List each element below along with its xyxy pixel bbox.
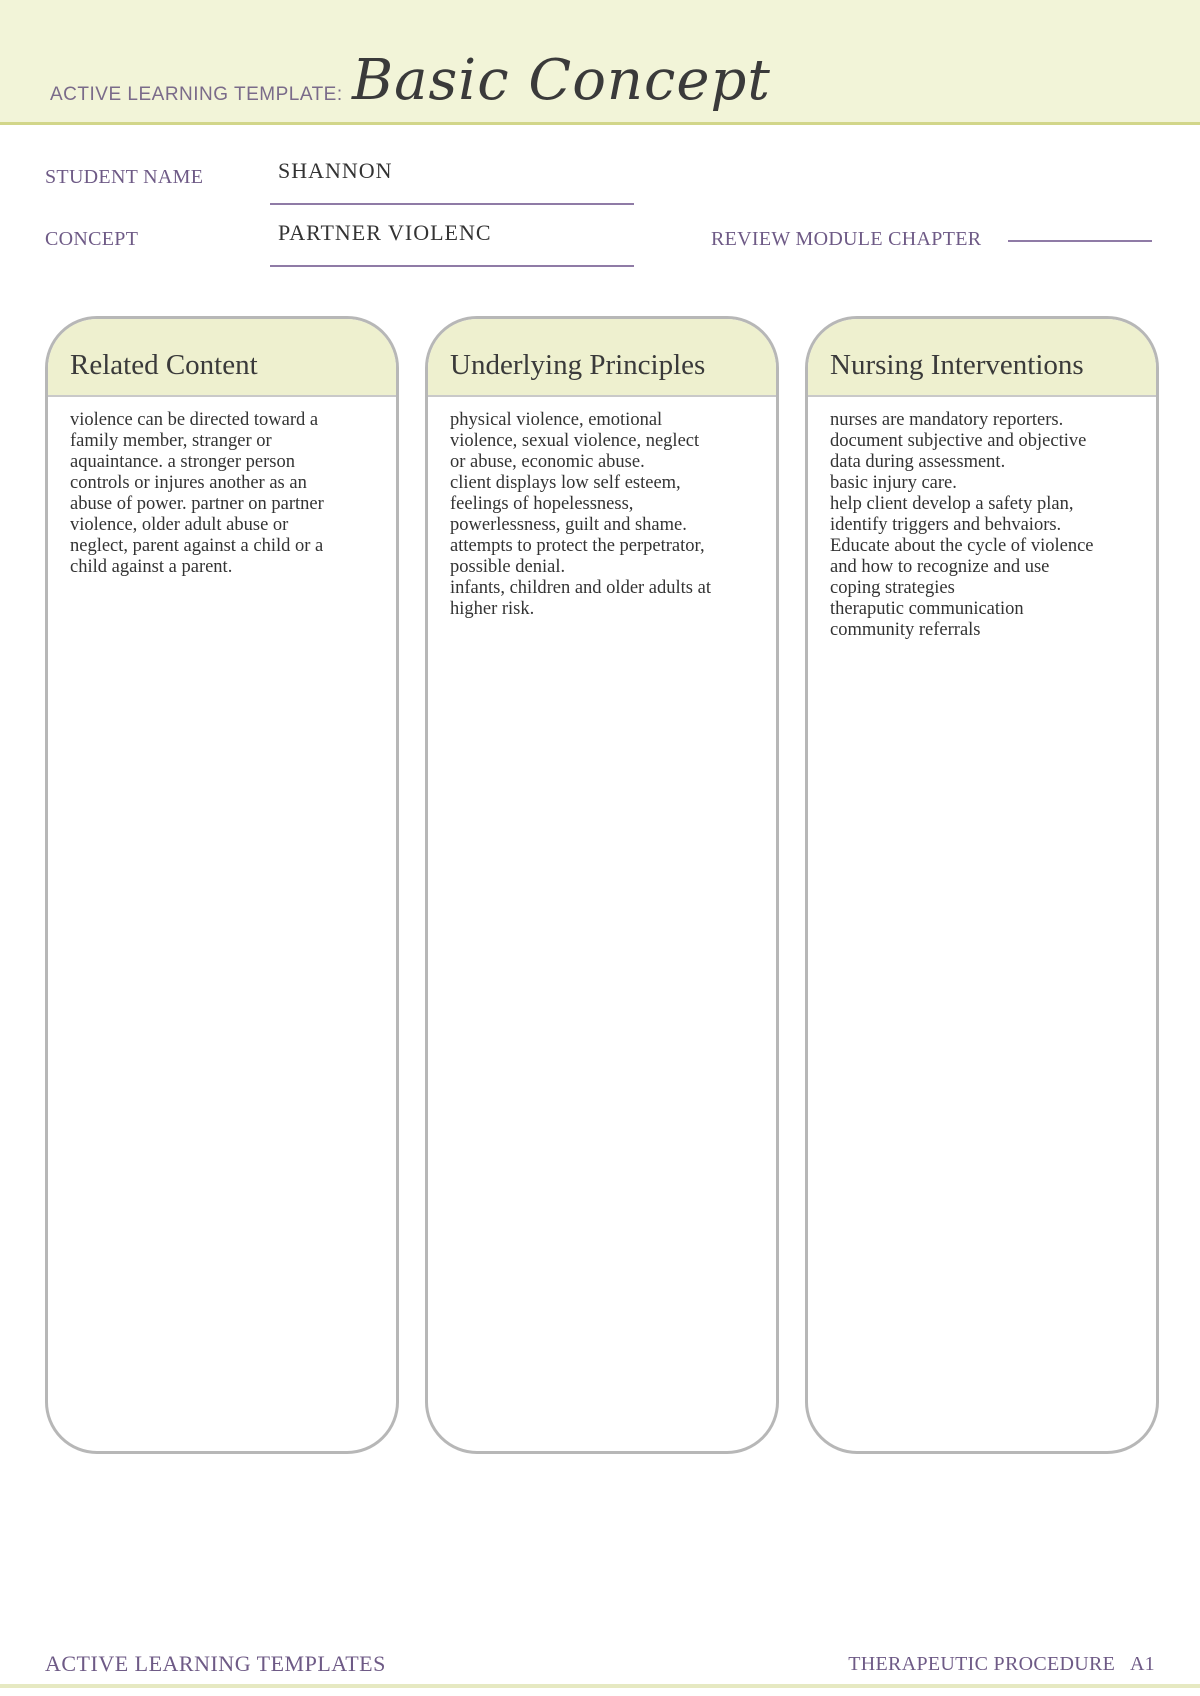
- footer-left-text: ACTIVE LEARNING TEMPLATES: [45, 1651, 386, 1676]
- text-line: neglect, parent against a child or a: [70, 536, 324, 556]
- text-line: basic injury care.: [830, 473, 957, 493]
- text-line: controls or injures another as an: [70, 473, 307, 493]
- text-line: infants, children and older adults at: [450, 578, 711, 598]
- text-line: higher risk.: [450, 599, 535, 619]
- nursing-interventions-card: [805, 316, 1159, 1454]
- text-line: feelings of hopelessness,: [450, 494, 634, 514]
- text-line: violence, older adult abuse or: [70, 515, 289, 535]
- review-module-underline: [1008, 240, 1152, 242]
- text-line: coping strategies: [830, 578, 955, 598]
- review-module-label: REVIEW MODULE CHAPTER: [711, 228, 982, 250]
- underlying-principles-title: Underlying Principles: [450, 349, 706, 381]
- underlying-principles-header: [428, 319, 776, 397]
- text-line: nurses are mandatory reporters.: [830, 410, 1064, 430]
- text-line: identify triggers and behvaiors.: [830, 515, 1062, 535]
- text-line: community referrals: [830, 620, 981, 640]
- related-content-title: Related Content: [70, 349, 258, 381]
- text-line: document subjective and objective: [830, 431, 1087, 451]
- text-line: data during assessment.: [830, 452, 1006, 472]
- template-prefix: ACTIVE LEARNING TEMPLATE:: [50, 84, 343, 105]
- concept-label: CONCEPT: [45, 228, 139, 250]
- footer-rule: [0, 1684, 1200, 1688]
- footer-right-text: THERAPEUTIC PROCEDURE A1: [848, 1653, 1155, 1675]
- text-line: violence, sexual violence, neglect: [450, 431, 700, 451]
- text-line: attempts to protect the perpetrator,: [450, 536, 705, 556]
- text-line: client displays low self esteem,: [450, 473, 681, 493]
- text-line: abuse of power. partner on partner: [70, 494, 324, 514]
- nursing-interventions-text[interactable]: [808, 397, 1156, 641]
- underlying-principles-card: [425, 316, 779, 1454]
- text-line: aquaintance. a stronger person: [70, 452, 295, 472]
- nursing-interventions-header: [808, 319, 1156, 397]
- student-name-underline: [270, 203, 634, 205]
- text-line: possible denial.: [450, 557, 566, 577]
- text-line: child against a parent.: [70, 557, 233, 577]
- concept-underline: [270, 265, 634, 267]
- template-header: [0, 0, 1200, 125]
- text-line: help client develop a safety plan,: [830, 494, 1074, 514]
- text-line: or abuse, economic abuse.: [450, 452, 645, 472]
- text-line: Educate about the cycle of violence: [830, 536, 1094, 556]
- text-line: family member, stranger or: [70, 431, 272, 451]
- underlying-principles-text[interactable]: [428, 397, 776, 620]
- text-line: theraputic communication: [830, 599, 1024, 619]
- related-content-card: [45, 316, 399, 1454]
- template-title: Basic Concept: [352, 48, 771, 113]
- student-name-field[interactable]: SHANNON: [278, 158, 393, 183]
- nursing-interventions-title: Nursing Interventions: [830, 349, 1084, 381]
- related-content-header: [48, 319, 396, 397]
- text-line: powerlessness, guilt and shame.: [450, 515, 687, 535]
- concept-field[interactable]: PARTNER VIOLENC: [278, 220, 492, 245]
- text-line: violence can be directed toward a: [70, 410, 319, 430]
- text-line: and how to recognize and use: [830, 557, 1050, 577]
- student-name-label: STUDENT NAME: [45, 166, 204, 188]
- related-content-text[interactable]: [48, 397, 396, 578]
- text-line: physical violence, emotional: [450, 410, 663, 430]
